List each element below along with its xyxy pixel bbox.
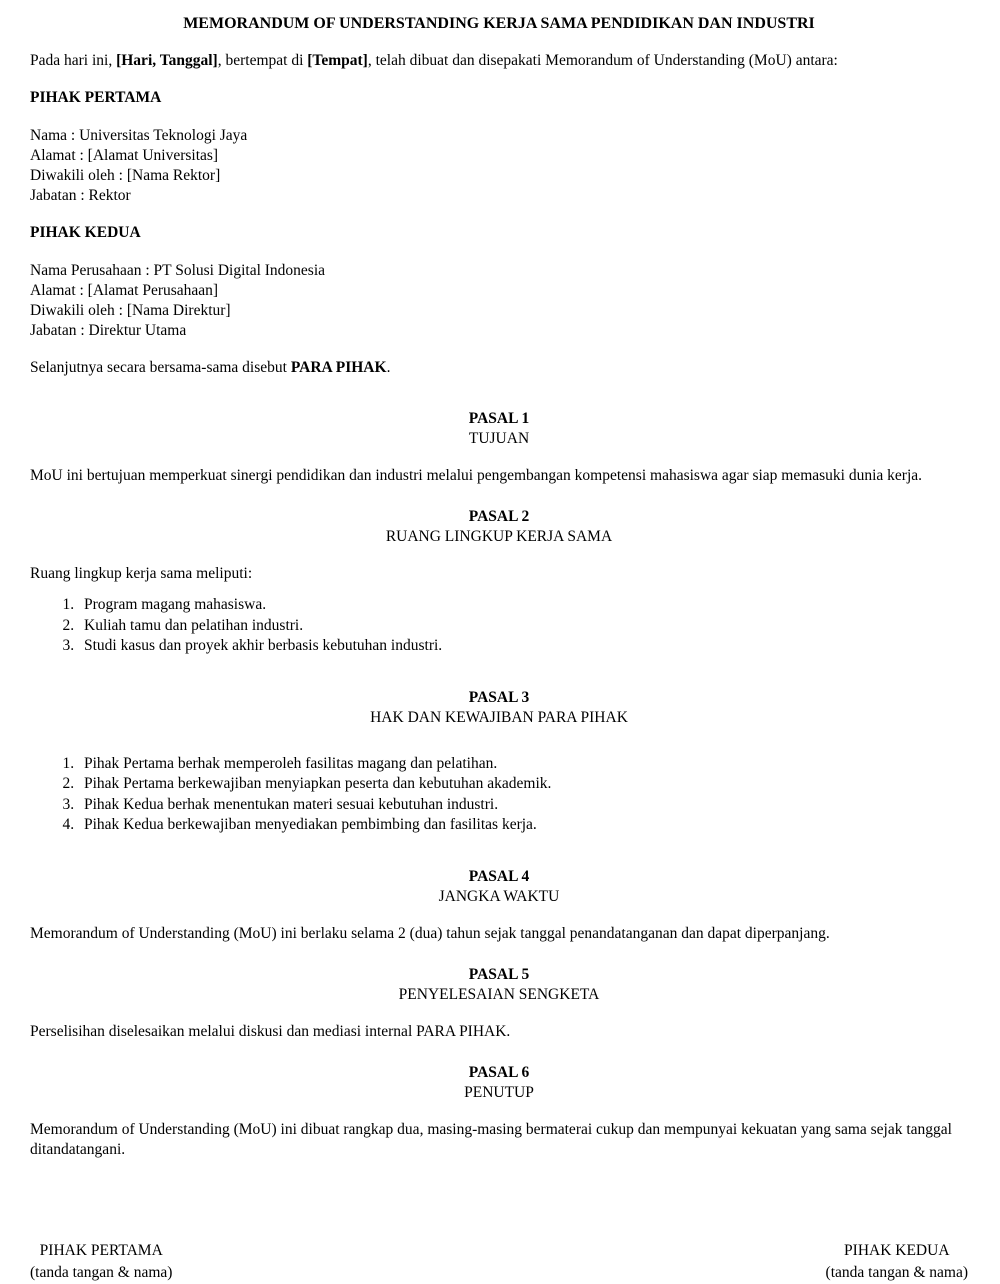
party2-details: [30, 261, 968, 341]
document-title: MEMORANDUM OF UNDERSTANDING KERJA SAMA PENDIDIKAN DAN INDUSTRI: [183, 15, 815, 32]
section-pasal-4: [30, 867, 968, 944]
section-pasal-4-paragraph: Memorandum of Understanding (MoU) ini berlaku selama 2 (dua) tahun sejak tanggal penandatanganan dan dapat diperpanjang.: [30, 924, 830, 942]
intro-text-1: Pada hari ini,: [30, 52, 117, 69]
section-pasal-5: [30, 965, 968, 1042]
party2-representative-line: Diwakili oleh : [Nama Direktur]: [30, 302, 231, 319]
party2-address-line: Alamat : [Alamat Perusahaan]: [30, 282, 219, 299]
section-pasal-1-number: PASAL 1: [468, 410, 530, 427]
party2-heading: PIHAK KEDUA: [30, 224, 141, 241]
section-pasal-4-number: PASAL 4: [468, 867, 530, 885]
intro-placeholder-date: [Hari, Tanggal]: [116, 52, 218, 69]
list-item: 4. Pihak Kedua berkewajiban menyediakan pembimbing dan fasilitas kerja.: [78, 815, 968, 836]
section-pasal-1-subtitle: TUJUAN: [468, 430, 530, 447]
section-pasal-1-paragraph: MoU ini bertujuan memperkuat sinergi pendidikan dan industri melalui pengembangan kompetensi mahasiswa agar siap memasuki dunia kerja.: [30, 467, 923, 484]
signature-area: [30, 1240, 968, 1284]
party1-position-line: Jabatan : Rektor: [30, 187, 131, 204]
list-item: 2. Pihak Pertama berkewajiban menyiapkan peserta dan kebutuhan akademik.: [78, 774, 968, 795]
signature-block-party2: [826, 1240, 968, 1284]
section-pasal-3-subtitle: HAK DAN KEWAJIBAN PARA PIHAK: [370, 708, 628, 726]
list-item: 1. Program magang mahasiswa.: [78, 595, 968, 616]
joint-clause: [30, 358, 968, 378]
party2-position-line: Jabatan : Direktur Utama: [30, 322, 187, 339]
section-pasal-3-list: [30, 754, 968, 836]
party1-representative-line: Diwakili oleh : [Nama Rektor]: [30, 167, 221, 184]
section-pasal-2-subtitle: RUANG LINGKUP KERJA SAMA: [385, 528, 613, 545]
party2-name-line: Nama Perusahaan : PT Solusi Digital Indonesia: [30, 262, 326, 279]
section-pasal-3-heading: [30, 688, 968, 728]
signature-party1-title: PIHAK PERTAMA: [39, 1241, 163, 1259]
section-pasal-2-list: [30, 595, 968, 657]
section-pasal-1: [30, 409, 968, 486]
joint-clause-text-1: Selanjutnya secara bersama-sama disebut: [30, 359, 291, 376]
section-pasal-4-heading: [30, 867, 968, 907]
section-pasal-3-number: PASAL 3: [468, 688, 530, 706]
section-pasal-5-heading: [30, 965, 968, 1005]
party1-details: [30, 126, 968, 206]
list-item: 1. Pihak Pertama berhak memperoleh fasilitas magang dan pelatihan.: [78, 754, 968, 775]
signature-party2-title: PIHAK KEDUA: [844, 1241, 950, 1259]
section-pasal-2: [30, 507, 968, 657]
section-pasal-1-heading: [30, 409, 968, 449]
intro-text-3: , telah dibuat dan disepakati Memorandum of Understanding (MoU) antara:: [367, 52, 838, 69]
section-pasal-5-subtitle: PENYELESAIAN SENGKETA: [398, 985, 600, 1003]
section-pasal-6-subtitle: PENUTUP: [464, 1083, 534, 1101]
list-item: 2. Kuliah tamu dan pelatihan industri.: [78, 616, 968, 637]
signature-block-party1: [30, 1240, 172, 1284]
section-pasal-6-number: PASAL 6: [468, 1063, 530, 1081]
list-item: 3. Pihak Kedua berhak menentukan materi sesuai kebutuhan industri.: [78, 795, 968, 816]
section-pasal-2-number: PASAL 2: [468, 508, 530, 525]
intro-text-2: , bertempat di: [217, 52, 308, 69]
list-item: 3. Studi kasus dan proyek akhir berbasis kebutuhan industri.: [78, 636, 968, 657]
section-pasal-6-paragraph: Memorandum of Understanding (MoU) ini dibuat rangkap dua, masing-masing bermaterai cukup dan mempunyai kekuatan yang sama sejak tanggal ditandatangani.: [30, 1120, 952, 1158]
section-pasal-2-paragraph: Ruang lingkup kerja sama meliputi:: [30, 565, 253, 582]
signature-party1-note: (tanda tangan & nama): [30, 1263, 173, 1281]
section-pasal-5-number: PASAL 5: [468, 965, 530, 983]
section-pasal-6-heading: [30, 1063, 968, 1103]
party1-heading: PIHAK PERTAMA: [30, 89, 162, 106]
intro-paragraph: [30, 51, 968, 71]
joint-clause-text-2: .: [386, 359, 391, 376]
section-pasal-3: [30, 688, 968, 836]
section-pasal-4-subtitle: JANGKA WAKTU: [438, 887, 560, 905]
intro-placeholder-place: [Tempat]: [307, 52, 368, 69]
section-pasal-6: [30, 1063, 968, 1160]
signature-party2-note: (tanda tangan & nama): [825, 1263, 968, 1281]
party1-address-line: Alamat : [Alamat Universitas]: [30, 147, 219, 164]
section-pasal-2-heading: [30, 507, 968, 547]
joint-clause-term: PARA PIHAK: [290, 359, 387, 376]
party1-name-line: Nama : Universitas Teknologi Jaya: [30, 127, 248, 144]
section-pasal-5-paragraph: Perselisihan diselesaikan melalui diskusi dan mediasi internal PARA PIHAK.: [30, 1022, 511, 1040]
